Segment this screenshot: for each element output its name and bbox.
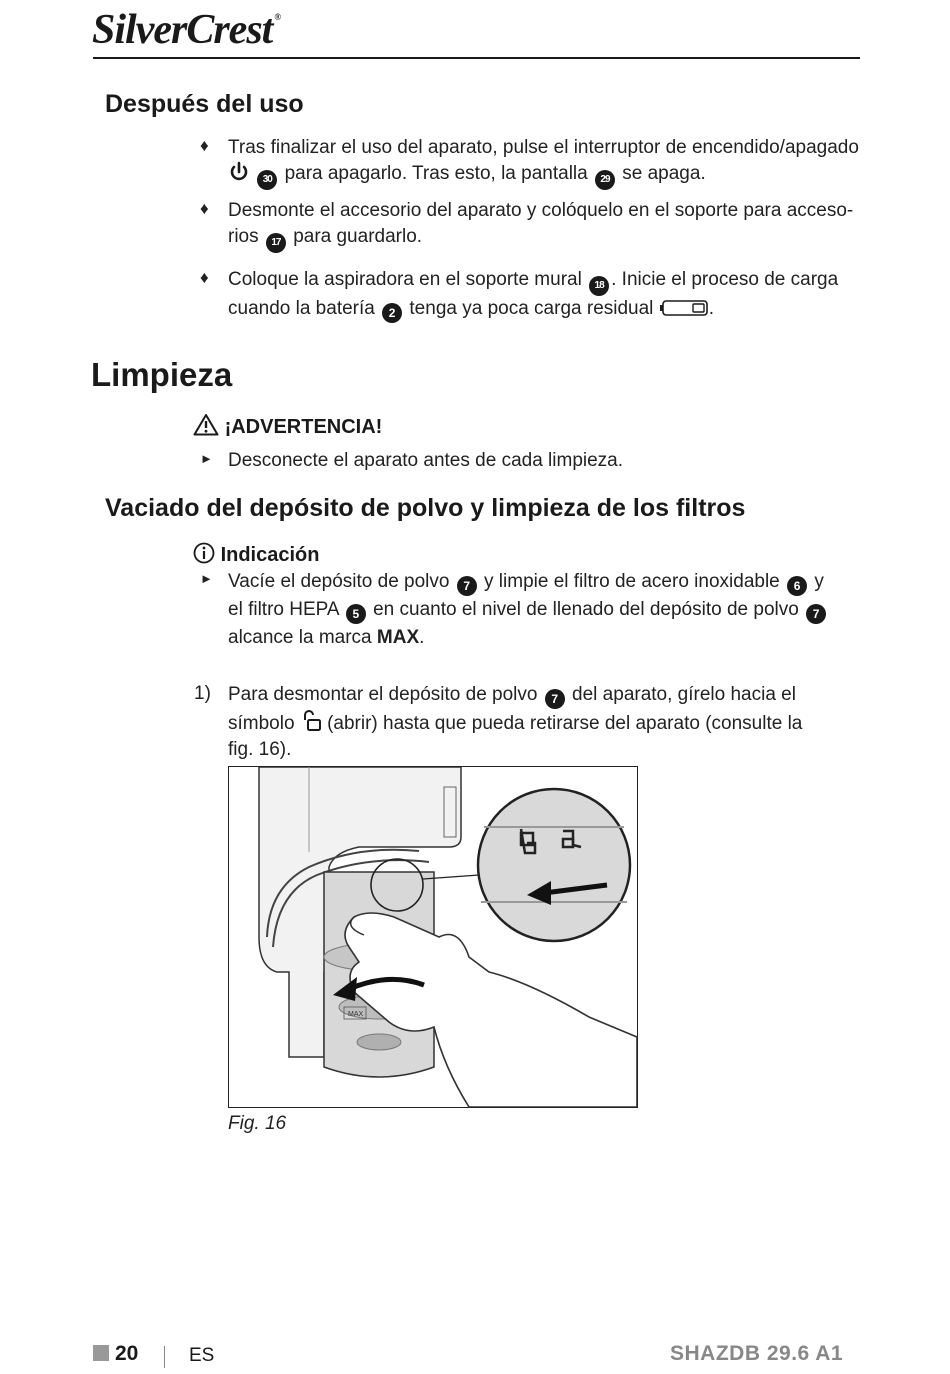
step-text-part: del aparato, gírelo hacia el [572,684,796,705]
ref-number: 7 [457,576,477,596]
max-mark-label: MAX [348,1011,364,1018]
bullet-text: Tras finalizar el uso del aparato, pulse el interruptor de encendido/apagado [228,137,859,158]
bullet-text: Coloque la aspiradora en el soporte mural [228,269,582,290]
bullet-text: tenga ya poca carga residual [409,298,654,319]
brand-logo [92,6,280,54]
vacuum-dust-container-drawing [229,767,637,1107]
note-text [228,568,868,652]
bullet-text: cuando la batería [228,298,375,319]
arrow-bullet-icon: ► [200,451,213,466]
battery-low-icon [659,299,709,317]
bullet-item-3 [228,267,868,323]
figure-16-illustration [228,766,638,1108]
section-title-cleaning: Limpieza [91,356,233,393]
power-icon [228,161,250,183]
step-text-part: (abrir) hasta que pueda retirarse del aparato (consulte la [327,713,803,734]
note-heading [193,542,319,567]
ref-number: 6 [787,576,807,596]
ref-number: 29 [595,170,615,190]
note-text-part: en cuanto el nivel de llenado del depósito de polvo [373,599,799,620]
step-text-part: fig. 16). [228,739,292,760]
note-text-part: Vacíe el depósito de polvo [228,571,450,592]
header-rule [93,57,860,59]
ref-number: 5 [346,604,366,624]
unlock-icon [300,709,322,733]
bullet-text: . [708,298,714,319]
bullet-text: para apagarlo. Tras esto, la pantalla [284,163,588,184]
section-title-empty-filters: Vaciado del depósito de polvo y limpieza de los filtros [105,494,746,522]
bullet-item-1 [228,135,868,190]
bullet-diamond-icon: ♦ [200,136,209,155]
bullet-text: rios [228,226,259,247]
ref-number: 30 [257,170,277,190]
footer-separator [164,1346,165,1368]
bullet-text: para guardarlo. [293,226,423,247]
ref-number: 18 [589,276,609,296]
note-text-part: alcance la marca [228,627,372,648]
bullet-text: se apaga. [622,163,706,184]
max-mark-text: MAX [376,627,420,648]
ref-number: 7 [806,604,826,624]
arrow-bullet-icon: ► [200,571,213,586]
note-text-part: el filtro HEPA [228,599,339,620]
ref-number: 2 [382,303,402,323]
info-icon [193,542,215,564]
registered-mark: ® [274,12,281,22]
footer-language: ES [189,1345,215,1366]
bullet-diamond-icon: ♦ [200,268,209,287]
bullet-item-2 [228,198,868,253]
figure-caption: Fig. 16 [228,1113,287,1134]
footer-model: SHAZDB 29.6 A1 [670,1342,844,1365]
bullet-text: . Inicie el proceso de carga [611,269,839,290]
page-square-icon [93,1345,109,1361]
step-text-part: símbolo [228,713,295,734]
note-text-part: y limpie el filtro de acero inoxidable [484,571,780,592]
step-1-text [228,682,868,763]
page-number: 20 [115,1342,139,1365]
brand-name: SilverCrest [92,7,273,53]
note-text-part: . [419,627,425,648]
section-title-after-use: Después del uso [105,90,304,118]
warning-text: Desconecte el aparato antes de cada limpieza. [228,450,624,471]
ref-number: 7 [545,689,565,709]
note-text-part: y [814,571,824,592]
bullet-text: Desmonte el accesorio del aparato y colóquelo en el soporte para acceso- [228,200,854,221]
warning-heading [193,413,382,439]
warning-label: ¡ADVERTENCIA! [224,416,383,438]
footer-page [93,1342,138,1366]
warning-triangle-icon [193,413,219,436]
step-number: 1) [194,683,211,704]
step-text-part: Para desmontar el depósito de polvo [228,684,538,705]
ref-number: 17 [266,233,286,253]
note-label: Indicación [220,544,320,566]
bullet-diamond-icon: ♦ [200,199,209,218]
